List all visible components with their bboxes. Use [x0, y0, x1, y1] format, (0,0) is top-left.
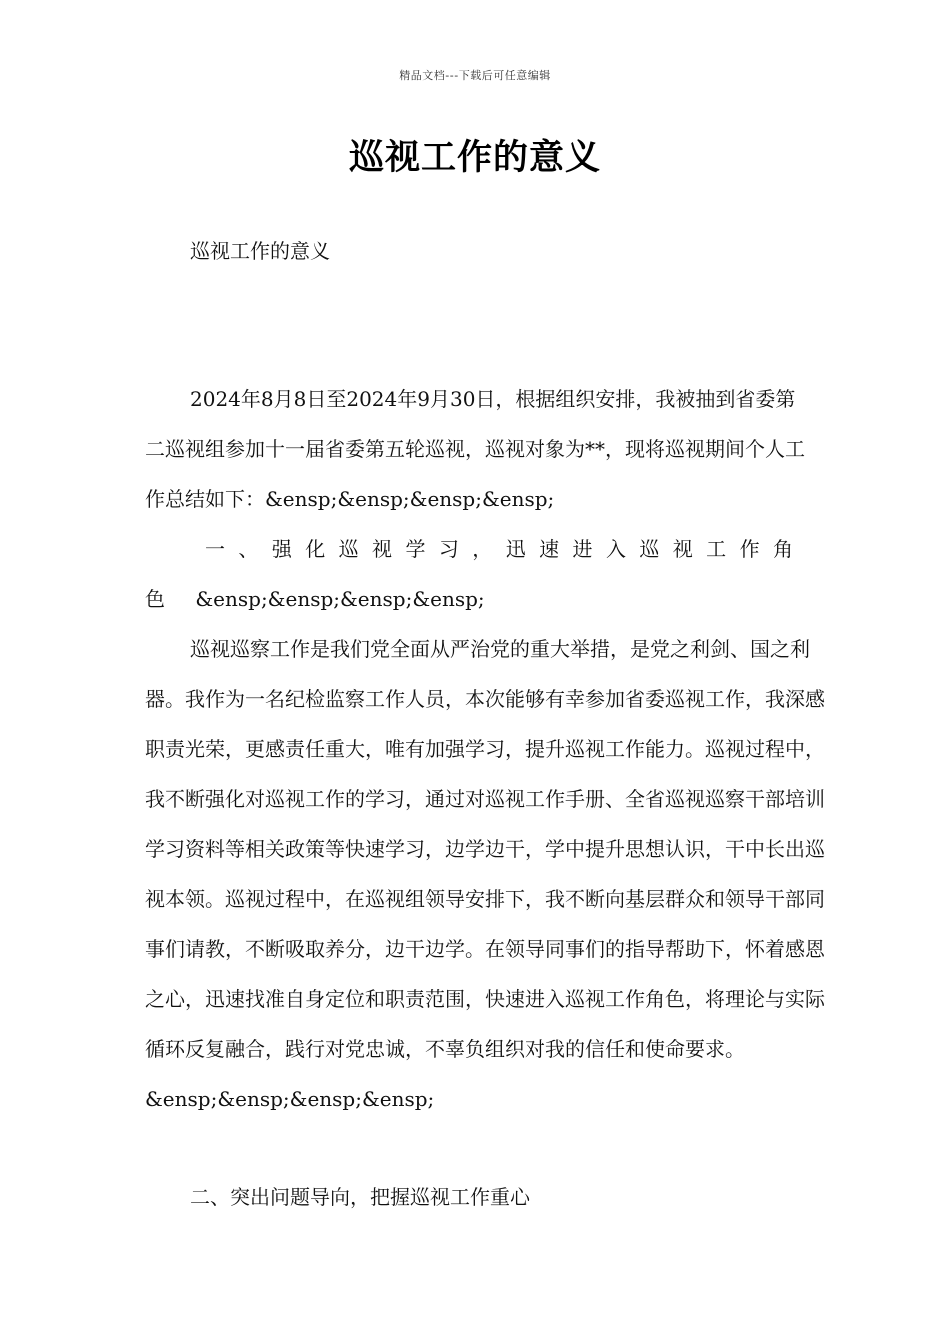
document-title: 巡视工作的意义 — [348, 138, 601, 178]
section-1-heading-tail: &ensp;&ensp;&ensp;&ensp; — [195, 587, 485, 611]
intro-paragraph: 2024年8月8日至2024年9月30日，根据组织安排，我被抽到省委第二巡视组参加十一届省委第五轮巡视，巡视对象为**，现将巡视期间个人工作总结如下：&ensp;&ensp;&ensp;&ensp; — [145, 387, 805, 511]
section-2-heading: 二、突出问题导向，把握巡视工作重心 — [190, 1185, 530, 1209]
section-1-heading-text: 一、强化巡视学习，迅速进入巡视工作角色 — [145, 537, 805, 611]
page-header-note: 精品文档---下载后可任意编辑 — [399, 69, 551, 82]
document-subtitle: 巡视工作的意义 — [190, 239, 330, 263]
section-1-body-paragraph: 巡视巡察工作是我们党全面从严治党的重大举措，是党之利剑、国之利器。我作为一名纪检监察工作人员，本次能够有幸参加省委巡视工作，我深感职责光荣，更感责任重大，唯有加强学习，提升巡视工作能力。巡视过程中，我不断强化对巡视工作的学习，通过对巡视工作手册、全省巡视巡察干部培训学习资料等相关政策等快速学习，边学边干，学中提升思想认识，干中长出巡视本领。巡视过程中，在巡视组领导安排下，我不断向基层群众和领导干部同事们请教，不断吸取养分，边干边学。在领导同事们的指导帮助下，怀着感恩之心，迅速找准自身定位和职责范围，快速进入巡视工作角色，将理论与实际循环反复融合，践行对党忠诚，不辜负组织对我的信任和使命要求。&ensp;&ensp;&ensp;&ensp; — [145, 637, 825, 1111]
section-1-heading — [145, 524, 805, 624]
